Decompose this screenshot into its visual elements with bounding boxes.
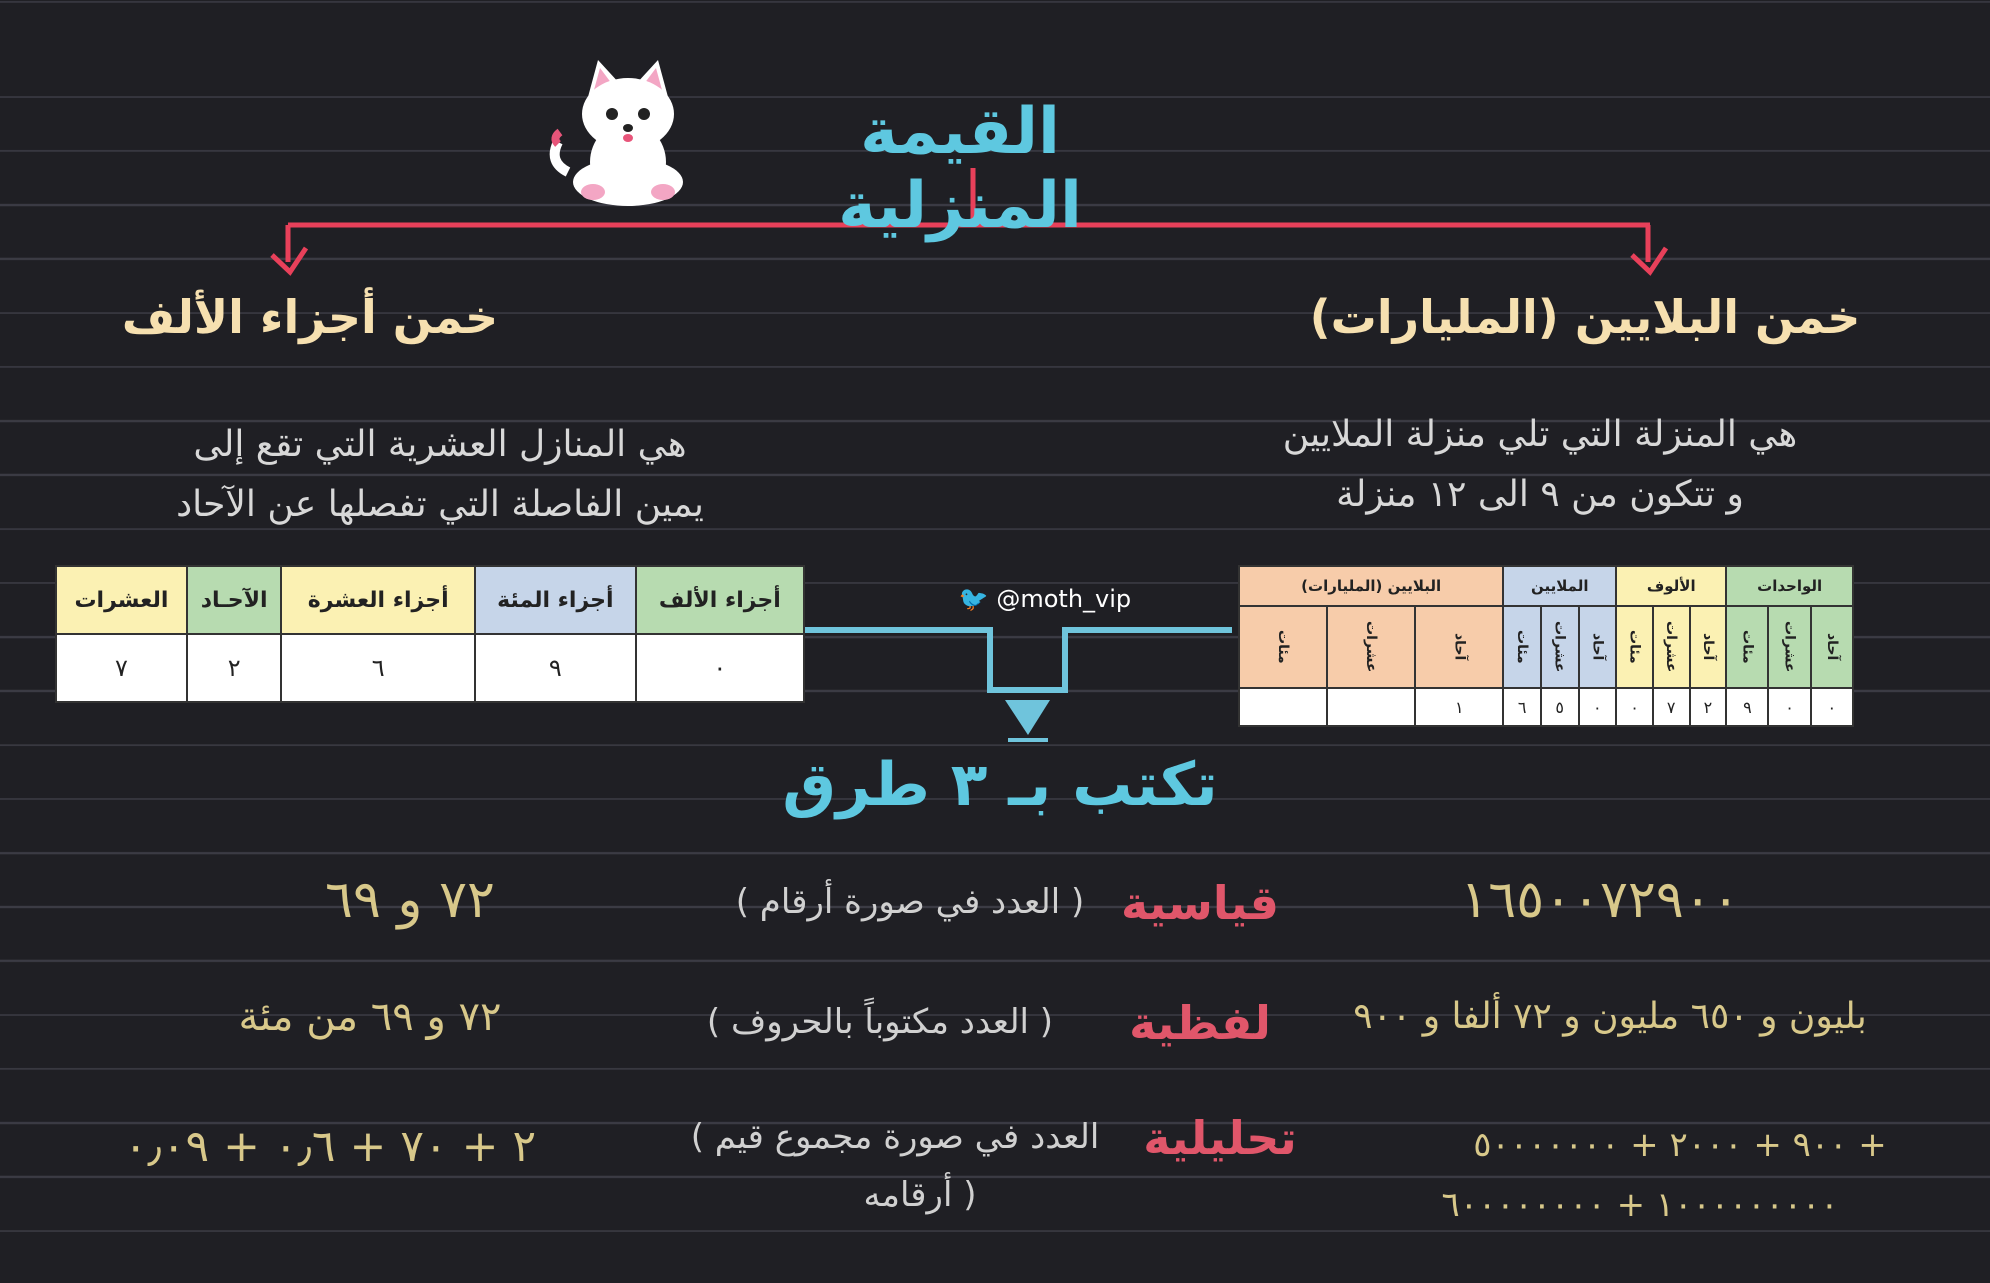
twitter-bird-icon: 🐦 (958, 585, 989, 613)
table-header: الآحـاد (187, 566, 282, 634)
cat-mascot-icon (548, 52, 708, 212)
table-cell: ٠ (1579, 688, 1617, 726)
table-cell: ٢ (1690, 688, 1727, 726)
word-form-right-value: بليون و ٦٥٠ مليون و ٧٢ ألفا و ٩٠٠ (1353, 996, 1867, 1037)
expanded-form-right-value-1: ٩٠٠ + ٢٠٠٠ + ٥٠٠٠٠٠٠٠ + (1473, 1125, 1887, 1165)
table-cell: ٦ (281, 634, 474, 702)
sub-header: عشرات (1541, 606, 1579, 688)
group-header: الواحدات (1726, 566, 1853, 606)
right-branch-description (1180, 405, 1900, 525)
left-desc-line-2: يمين الفاصلة التي تفصلها عن الآحاد (176, 484, 704, 525)
expanded-form-row (0, 1105, 1990, 1245)
sub-header: عشرات (1327, 606, 1415, 688)
left-branch-description (25, 415, 855, 535)
sub-header: آحاد (1690, 606, 1727, 688)
sub-header: آحاد (1811, 606, 1853, 688)
expanded-form-right-value-2: ١٠٠٠٠٠٠٠٠٠ + ٦٠٠٠٠٠٠٠٠ (1441, 1185, 1839, 1225)
table-cell: ٢ (187, 634, 282, 702)
table-header: أجزاء المئة (475, 566, 636, 634)
sub-header: مئات (1616, 606, 1653, 688)
table-header: أجزاء الألف (636, 566, 804, 634)
table-cell: ١ (1415, 688, 1503, 726)
table-cell: ٠ (1811, 688, 1853, 726)
right-desc-line-1: هي المنزلة التي تلي منزلة الملايين (1282, 414, 1798, 455)
sub-header: آحاد (1415, 606, 1503, 688)
word-form-left-value: ٧٢ و ٦٩ من مئة (238, 994, 502, 1040)
standard-form-row (0, 870, 1990, 950)
table-cell: ٥ (1541, 688, 1579, 726)
standard-form-description: ( العدد في صورة أرقام ) (735, 882, 1085, 922)
table-header: العشرات (56, 566, 187, 634)
ways-title: تكتب بـ ٣ طرق (782, 750, 1218, 820)
watermark-handle: @moth_vip (996, 585, 1132, 613)
standard-form-label: قياسية (1120, 876, 1280, 930)
sub-header: آحاد (1579, 606, 1617, 688)
table-cell: ٠ (636, 634, 804, 702)
table-cell: ٧ (56, 634, 187, 702)
expanded-form-label: تحليلية (1143, 1111, 1297, 1165)
table-cell: ٠ (1616, 688, 1653, 726)
expanded-form-description-2: أرقامه ) (863, 1175, 977, 1215)
expanded-form-left-value: ٢ + ٧٠ + ٠٫٦ + ٠٫٠٩ (123, 1121, 537, 1172)
page-title: القيمة المنزلية (838, 95, 1082, 243)
table-cell: ٠ (1768, 688, 1810, 726)
expanded-form-description-1: ( العدد في صورة مجموع قيم (690, 1117, 1100, 1157)
word-form-row (0, 990, 1990, 1070)
word-form-label: لفظية (1129, 996, 1271, 1050)
decimal-place-value-table (55, 565, 805, 703)
sub-header: عشرات (1768, 606, 1810, 688)
sub-header: مئات (1726, 606, 1768, 688)
sub-header: مئات (1503, 606, 1541, 688)
right-branch-title: خمن البلايين (المليارات) (1309, 290, 1861, 344)
table-cell (1239, 688, 1327, 726)
table-header: أجزاء العشرة (281, 566, 474, 634)
sub-header: مئات (1239, 606, 1327, 688)
group-header: الملايين (1503, 566, 1616, 606)
left-desc-line-1: هي المنازل العشرية التي تقع إلى (193, 424, 687, 465)
table-cell: ٧ (1653, 688, 1690, 726)
table-cell: ٩ (1726, 688, 1768, 726)
sub-header: عشرات (1653, 606, 1690, 688)
word-form-description: ( العدد مكتوباً بالحروف ) (706, 1002, 1054, 1042)
billions-place-value-table (1238, 565, 1854, 727)
right-desc-line-2: و تتكون من ٩ الى ١٢ منزلة (1336, 474, 1744, 515)
standard-form-right-value: ١٦٥٠٠٧٢٩٠٠ (1460, 870, 1740, 930)
watermark (935, 585, 1155, 613)
group-header: البلايين (المليارات) (1239, 566, 1503, 606)
table-cell: ٩ (475, 634, 636, 702)
table-cell: ٦ (1503, 688, 1541, 726)
left-branch-title: خمن أجزاء الألف (121, 290, 499, 344)
table-cell (1327, 688, 1415, 726)
group-header: الألوف (1616, 566, 1726, 606)
standard-form-left-value: ٧٢ و ٦٩ (325, 870, 495, 930)
